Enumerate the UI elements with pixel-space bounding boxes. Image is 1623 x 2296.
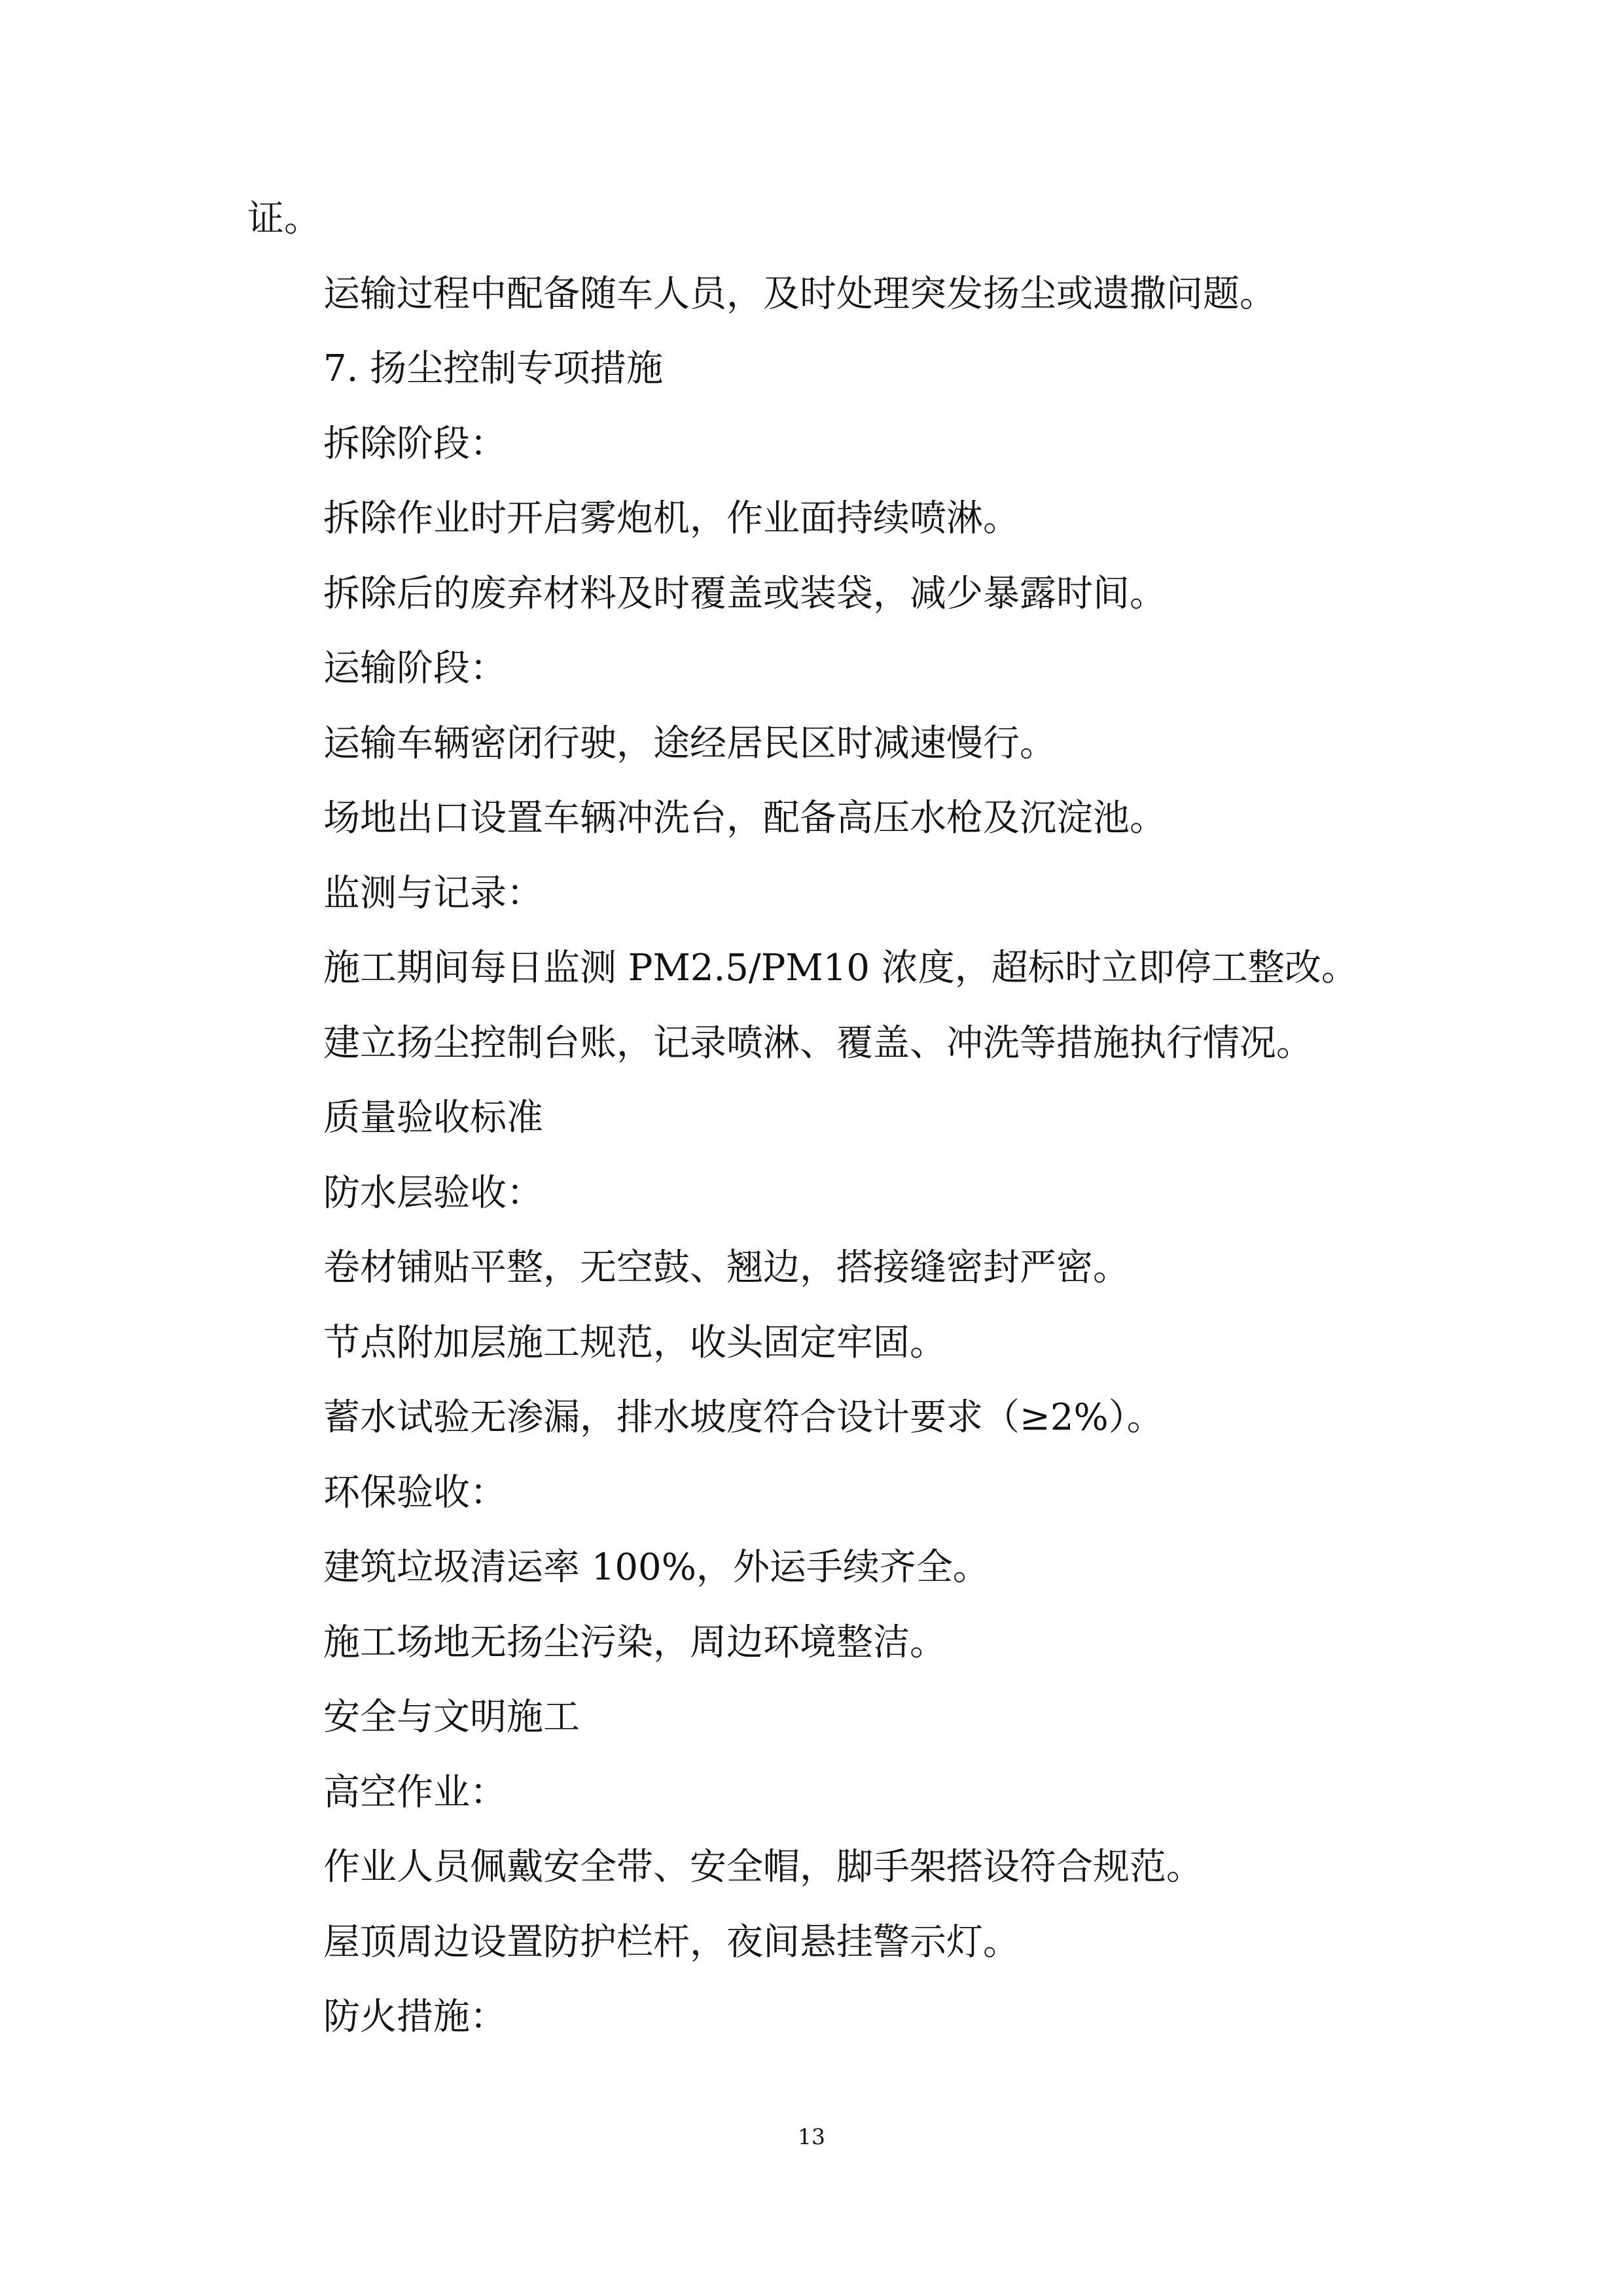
text-line: 场地出口设置车辆冲洗台，配备高压水枪及沉淀池。 (323, 797, 1166, 839)
text-line: 施工期间每日监测 PM2.5/PM10 浓度，超标时立即停工整改。 (323, 947, 1358, 989)
text-line: 卷材铺贴平整，无空鼓、翘边，搭接缝密封严密。 (323, 1246, 1130, 1289)
subheading: 高空作业： (323, 1771, 507, 1814)
page-number: 13 (798, 2124, 825, 2149)
subheading: 防水层验收： (323, 1171, 543, 1214)
text-line: 运输车辆密闭行驶，途经居民区时减速慢行。 (323, 722, 1056, 765)
subheading: 环保验收： (323, 1471, 507, 1514)
text-line: 施工场地无扬尘污染，周边环境整洁。 (323, 1621, 946, 1664)
body-text (247, 182, 1386, 2055)
subheading: 运输阶段： (323, 647, 507, 690)
subheading: 拆除阶段： (323, 422, 507, 465)
section-heading: 质量验收标准 (323, 1097, 543, 1139)
subheading: 防火措施： (323, 1996, 507, 2038)
text-line: 屋顶周边设置防护栏杆，夜间悬挂警示灯。 (323, 1920, 1020, 1964)
text-line: 拆除作业时开启雾炮机，作业面持续喷淋。 (323, 497, 1020, 540)
text-line: 蓄水试验无渗漏，排水坡度符合设计要求（≥2%）。 (323, 1396, 1164, 1439)
text-line: 建立扬尘控制台账，记录喷淋、覆盖、冲洗等措施执行情况。 (323, 1021, 1313, 1065)
subheading: 监测与记录： (323, 872, 543, 915)
text-line: 证。 (247, 198, 321, 240)
section-heading: 7. 扬尘控制专项措施 (323, 347, 664, 390)
text-line: 建筑垃圾清运率 100%，外运手续齐全。 (323, 1546, 990, 1589)
section-heading: 安全与文明施工 (323, 1696, 580, 1739)
text-line: 运输过程中配备随车人员，及时处理突发扬尘或遗撒问题。 (323, 272, 1276, 315)
text-line: 节点附加层施工规范，收头固定牢固。 (323, 1321, 946, 1364)
text-line: 作业人员佩戴安全带、安全帽，脚手架搭设符合规范。 (323, 1846, 1203, 1888)
text-line: 拆除后的废弃材料及时覆盖或装袋，减少暴露时间。 (323, 572, 1166, 615)
